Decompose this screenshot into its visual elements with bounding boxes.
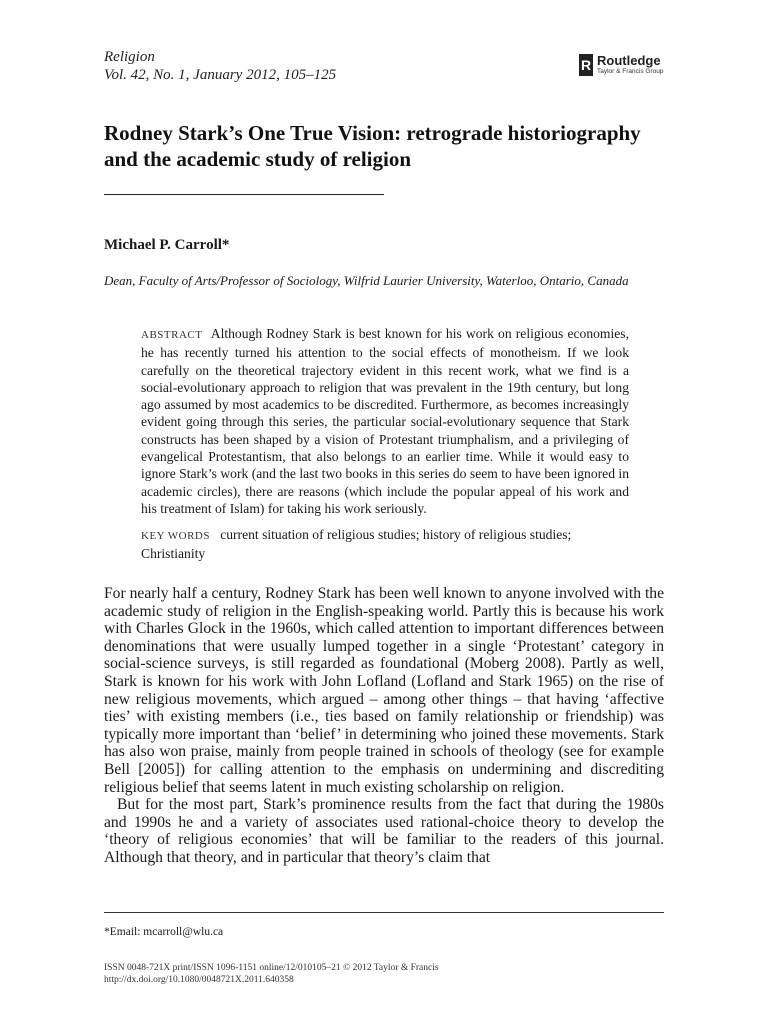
footnote-divider <box>104 912 664 913</box>
body-paragraph-1: For nearly half a century, Rodney Stark has been well known to anyone involved with the academic study of religion in the English-speaking world. Partly this is because his work with Charles Glock in the 1960s, which called attention to important differences between denominations that were usually lumped together in a single ‘Protestant’ category in social-science surveys, is still regarded as foundational (Moberg 2008). Partly as well, Stark is known for his work with John Lofland (Lofland and Stark 1965) on the rise of new religious movements, which argued – among other things – that having ‘affective ties’ with existing members (i.e., ties based on family relationship or friendship) was typically more important than ‘belief’ in determining who joined these movements. Stark has also won praise, mainly from people trained in schools of theology (see for example Bell [2005]) for calling attention to the emphasis on undermining and discrediting religious belief that seems latent in much existing scholarship on religion. <box>104 585 664 796</box>
footnote-email: *Email: mcarroll@wlu.ca <box>104 926 224 938</box>
journal-volume: Vol. 42, No. 1, January 2012, 105–125 <box>104 67 337 83</box>
issn-line: ISSN 0048-721X print/ISSN 1096-1151 online/12/010105–21 © 2012 Taylor & Francis <box>104 963 439 973</box>
abstract <box>141 325 629 517</box>
journal-name: Religion <box>104 49 155 65</box>
keywords-label: KEY WORDS <box>141 530 210 542</box>
author-affiliation: Dean, Faculty of Arts/Professor of Sociology, Wilfrid Laurier University, Waterloo, Ontario, Canada <box>104 273 629 288</box>
article-title: Rodney Stark’s One True Vision: retrograde historiography and the academic study of religion <box>104 121 641 171</box>
routledge-logo-icon: R <box>579 54 593 76</box>
doi-link[interactable]: http://dx.doi.org/10.1080/0048721X.2011.640358 <box>104 975 294 985</box>
article-body <box>104 585 664 867</box>
publisher-logo <box>579 54 663 76</box>
publisher-name: Routledge <box>597 53 661 68</box>
publisher-subtitle: Taylor & Francis Group <box>597 68 664 75</box>
abstract-label: ABSTRACT <box>141 329 203 341</box>
keywords-text: current situation of religious studies; history of religious studies; Christianity <box>141 527 572 562</box>
author-name: Michael P. Carroll* <box>104 237 230 253</box>
journal-header <box>104 48 336 84</box>
body-paragraph-2: But for the most part, Stark’s prominence results from the fact that during the 1980s and 1990s he and a variety of associates used rational-choice theory to develop the ‘theory of religious economies’ that will be familiar to the readers of this journal. Although that theory, and in particular that theory’s claim that <box>104 796 664 866</box>
abstract-text: Although Rodney Stark is best known for his work on religious economies, he has recently turned his attention to the social effects of monotheism. If we look carefully on the theoretical trajectory evident in this recent work, what we find is a social-evolutionary approach to religion that was prevalent in the 19th century, but long ago assumed by most academics to be discredited. Furthermore, as becomes increasingly evident going through this series, the particular social-evolutionary sequence that Stark constructs has been shaped by a vision of Protestant triumphalism, and a privileging of evangelical Protestantism, that also belongs to an earlier time. While it would easy to ignore Stark’s work (and the last two books in this series do seem to have been ignored in academic circles), there are reasons (which include the popular appeal of his work and his treatment of Islam) for taking his work seriously. <box>141 326 629 516</box>
title-divider <box>104 194 384 195</box>
keywords <box>141 526 629 563</box>
imprint <box>104 962 439 986</box>
